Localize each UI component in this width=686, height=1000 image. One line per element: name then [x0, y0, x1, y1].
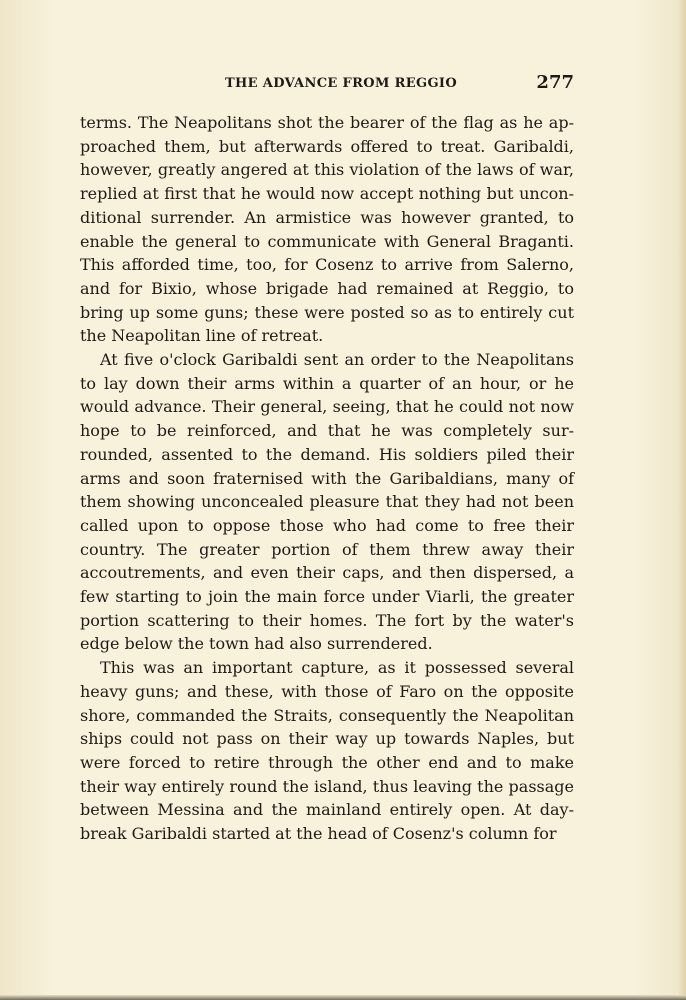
paragraph-1: terms. The Neapolitans shot the bearer of the flag as he approached them, but afterwards offered to treat. Garibaldi, however, greatly angered at this violation of the laws of war, replied at first that he would now accept nothing but unconditional surrender. An armistice was however granted, to enable the general to communicate with General Braganti. This afforded time, too, for Cosenz to arrive from Salerno, and for Bixio, whose brigade had remained at Reggio, to bring up some guns; these were posted so as to entirely cut the Neapolitan line of retreat. — [80, 113, 574, 346]
page-number: 277 — [536, 72, 574, 93]
paragraph-3: This was an important capture, as it possessed several heavy guns; and these, with those of Faro on the opposite shore, commanded the Straits, consequently the Neapolitan ships could not pass on their way up towards Naples, but were forced to retire through the other end and to make their way entirely round the island, thus leaving the passage between Messina and the mainland entirely open. At daybreak Garibaldi started at the head of Cosenz's column for — [80, 658, 574, 844]
paragraph-2: At five o'clock Garibaldi sent an order to the Neapolitans to lay down their arms within a quarter of an hour, or he would advance. Their general, seeing, that he could not now hope to be reinforced, and that he was completely surrounded, assented to the demand. His soldiers piled their arms and soon fraternised with the Garibaldians, many of them showing unconcealed pleasure that they had not been called upon to oppose those who had come to free their country. The greater portion of them threw away their accoutrements, and even their caps, and then dispersed, a few starting to join the main force under Viarli, the greater portion scattering to their homes. The fort by the water's edge below the town had also surrendered. — [80, 350, 574, 654]
running-head: THE ADVANCE FROM REGGIO — [225, 76, 457, 91]
page-edge — [678, 0, 686, 1000]
body-text — [80, 111, 574, 846]
page-bottom-edge — [0, 995, 686, 1000]
page-header — [80, 71, 574, 99]
